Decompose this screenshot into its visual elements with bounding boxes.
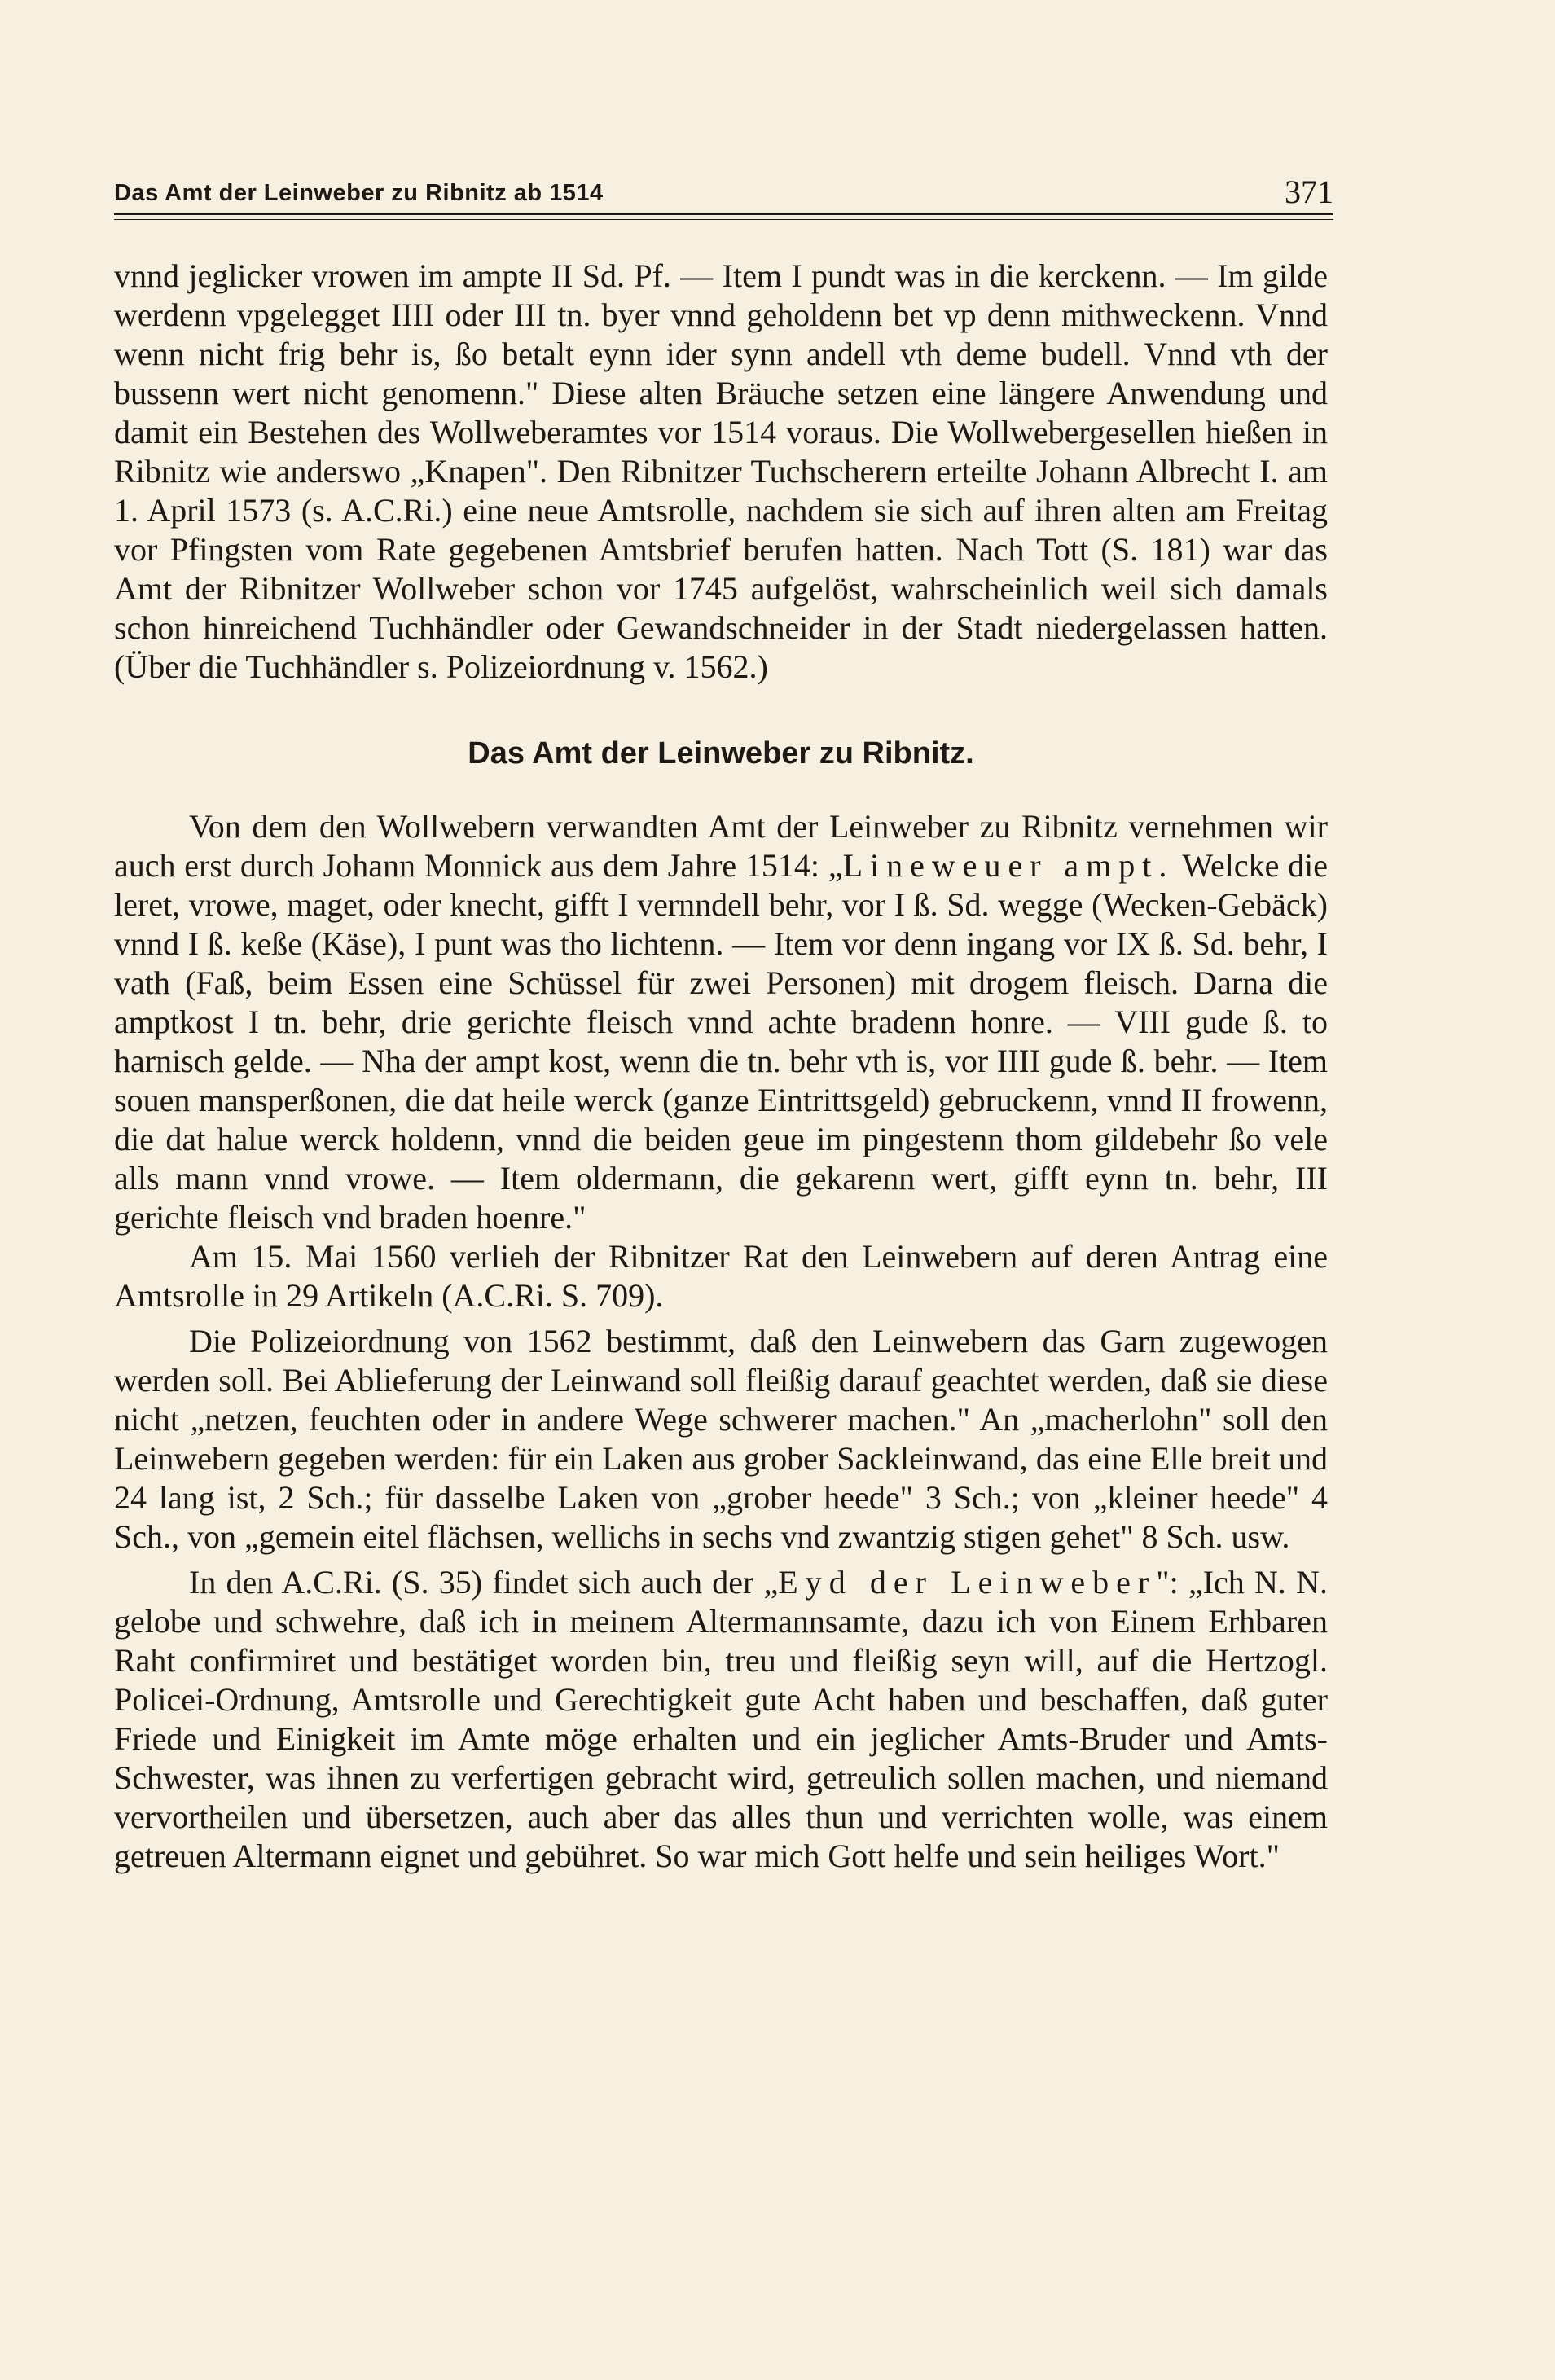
paragraph-text: ": „Ich N. N. gelobe und schwehre, daß ich in meinem Altermannsamte, dazu ich von Einem Erhbaren Raht confirmiret und bestätiget worden bin, treu und fleißig seyn will, auf die Hertzogl. Policei-Ordnung, Amtsrolle und Gerechtigkeit gute Acht haben und beschaffen, daß guter Friede und Einigkeit im Amte möge erhalten und ein jeglicher Amts-Bruder und Amts-Schwester, was ihnen zu verfertigen gebracht wird, getreulich sollen machen, und niemand vervortheilen und übersetzen, auch aber das alles thun und verrichten wolle, was einem getreuen Altermann eignet und gebühret. So war mich Gott helfe und sein heiliges Wort." [114, 1564, 1329, 1874]
paragraph-text: Welcke die leret, vrowe, maget, oder knecht, gifft I vernndell behr, vor I ß. Sd. wegge (Wecken-Gebäck) vnnd I ß. keße (Käse), I punt was tho lichtenn. — Item vor denn ingang vor IX ß. Sd. behr, I vath (Faß, beim Essen eine Schüssel für zwei Personen) mit drogem fleisch. Darna die amptkost I tn. behr, drie gerichte fleisch vnnd achte bradenn honre. — VIII gude ß. to harnisch gelde. — Nha der ampt kost, wenn die tn. behr vth is, vor IIII gude ß. behr. — Item souen mansperßonen, die dat heile werck (ganze Eintrittsgeld) gebruckenn, vnnd II frowenn, die dat halue werck holdenn, vnnd die beiden geue im pingestenn thom gildebehr ßo vele alls mann vnnd vrowe. — Item oldermann, die gekarenn wert, gifft eynn tn. behr, III gerichte fleisch vnd braden hoenre." [114, 847, 1328, 1236]
page-body [114, 257, 1328, 1876]
spaced-emphasis: Eyd der Leinweber [778, 1564, 1157, 1601]
paragraph-amtsrolle-1560: Am 15. Mai 1560 verlieh der Ribnitzer Rat den Leinwebern auf deren Antrag eine Amtsrolle in 29 Artikeln (A.C.Ri. S. 709). [114, 1238, 1328, 1314]
paragraph-text: Von dem den Wollwebern verwandten Amt der Leinweber zu Ribnitz vernehmen wir auch erst durch Johann Monnick aus dem Jahre 1514: „ [114, 808, 1328, 884]
paragraph-wollweber-continued: vnnd jeglicker vrowen im ampte II Sd. Pf. — Item I pundt was in die kerckenn. — Im gilde werdenn vpgelegget IIII oder III tn. byer vnnd geholdenn bet vp denn mithweckenn. Vnnd wenn nicht frig behr is, ßo betalt eynn ider synn andell vth deme budell. Vnnd vth der bussenn wert nicht genomenn." Diese alten Bräuche setzen eine längere Anwendung und damit ein Bestehen des Wollweberamtes vor 1514 voraus. Die Wollwebergesellen hießen in Ribnitz wie anderswo „Knapen". Den Ribnitzer Tuchscherern erteilte Johann Albrecht I. am 1. April 1573 (s. A.C.Ri.) eine neue Amtsrolle, nachdem sie sich auf ihren alten am Freitag vor Pfingsten vom Rate gegebenen Amtsbrief berufen hatten. Nach Tott (S. 181) war das Amt der Ribnitzer Wollweber schon vor 1745 aufgelöst, wahrscheinlich weil sich damals schon hinreichend Tuchhändler oder Gewandschneider in der Stadt niedergelassen hatten. (Über die Tuchhändler s. Polizeiordnung v. 1562.) [114, 257, 1328, 685]
page-number: 371 [1285, 173, 1333, 210]
spaced-emphasis: Lineweuer ampt. [842, 847, 1175, 884]
paragraph-leinweber-intro [114, 807, 1328, 1237]
paragraph-polizeiordnung: Die Polizeiordnung von 1562 bestimmt, daß den Leinwebern das Garn zugewogen werden soll. Bei Ablieferung der Leinwand soll fleißig darauf geachtet werden, daß sie diese nicht „netzen, feuchten oder in andere Wege schwerer machen." An „macherlohn" soll den Leinwebern gegeben werden: für ein Laken aus grober Sackleinwand, das eine Elle breit und 24 lang ist, 2 Sch.; für dasselbe Laken von „grober heede" 3 Sch.; von „kleiner heede" 4 Sch., von „gemein eitel flächsen, wellichs in sechs vnd zwantzig stigen gehet" 8 Sch. usw. [114, 1323, 1328, 1555]
header-rule [114, 213, 1333, 215]
section-heading: Das Amt der Leinweber zu Ribnitz. [468, 736, 974, 771]
running-title: Das Amt der Leinweber zu Ribnitz ab 1514 [114, 180, 604, 206]
paragraph-eyd [114, 1563, 1328, 1876]
paragraph-text: In den A.C.Ri. (S. 35) findet sich auch der „ [189, 1564, 779, 1601]
page-header [114, 163, 1333, 212]
header-rule-thin [114, 219, 1333, 220]
